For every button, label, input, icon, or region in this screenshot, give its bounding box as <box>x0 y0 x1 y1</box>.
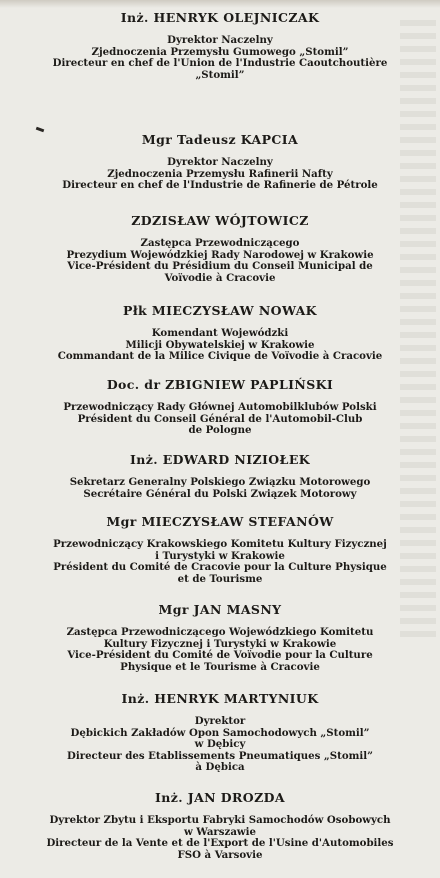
entry-niziolek <box>20 452 420 500</box>
entry-line: Dyrektor Naczelny <box>167 34 273 46</box>
entry-line: Commandant de la Milice Civique de Voïvodie à Cracovie <box>57 350 383 362</box>
entry-name: ZDZISŁAW WÓJTOWICZ <box>131 213 309 228</box>
entry-line: Dyrektor Zbytu i Eksportu Fabryki Samochodów Osobowych <box>49 814 391 826</box>
entry-name: Inż. HENRYK OLEJNICZAK <box>120 10 320 25</box>
entry-line: Sekretarz Generalny Polskiego Związku Motorowego <box>69 476 371 488</box>
entry-line: de Pologne <box>188 424 252 436</box>
entry-name: Inż. EDWARD NIZIOŁEK <box>129 452 311 467</box>
entry-line: Secrétaire Général du Polski Związek Motorowy <box>83 487 357 500</box>
entry-line: Physique et le Tourisme à Cracovie <box>120 660 320 673</box>
entry-line: Vice-Président du Comité de Voïvodie pour la Culture <box>67 649 373 661</box>
entry-name: Inż. JAN DROZDA <box>155 790 285 805</box>
entry-line: i Turystyki w Krakowie <box>155 549 285 562</box>
entry-line: FSO à Varsovie <box>177 848 263 861</box>
entry-name: Inż. HENRYK MARTYNIUK <box>121 691 319 706</box>
entry-wojtowicz <box>20 213 420 284</box>
entry-line: Vice-Président du Présidium du Conseil Municipal de <box>67 260 373 272</box>
entry-line: w Warszawie <box>183 825 257 838</box>
page-top-edge <box>0 0 440 8</box>
entry-line: Milicji Obywatelskiej w Krakowie <box>125 338 315 351</box>
entry-line: Directeur en chef de l'Industrie de Rafinerie de Pétrole <box>62 179 378 191</box>
entry-kapcia <box>20 132 420 192</box>
entry-line: à Dębica <box>195 761 245 773</box>
entry-line: Directeur en chef de l'Union de l'Industrie Caoutchoutière <box>52 57 388 69</box>
entry-line: Président du Conseil Général de l'Automobil-Club <box>77 412 363 425</box>
entry-name: Mgr MIECZYSŁAW STEFANÓW <box>106 514 334 529</box>
entry-line: Voïvodie à Cracovie <box>164 271 276 284</box>
entry-line: Zjednoczenia Przemysłu Rafinerii Nafty <box>107 167 333 180</box>
entry-line: Komendant Wojewódzki <box>151 327 289 339</box>
entry-nowak <box>20 303 420 363</box>
entry-masny <box>20 602 420 673</box>
entry-line: Dębickich Zakładów Opon Samochodowych „Stomil” <box>70 726 370 739</box>
entry-line: Zastępca Przewodniczącego Wojewódzkiego Komitetu <box>66 626 374 638</box>
entry-name: Płk MIECZYSŁAW NOWAK <box>123 303 317 318</box>
entry-martyniuk <box>20 691 420 774</box>
entry-stefanow <box>20 514 420 585</box>
entry-line: Président du Comité de Cracovie pour la Culture Physique <box>53 561 387 573</box>
entry-line: Zastępca Przewodniczącego <box>140 237 300 249</box>
entry-line: Przewodniczący Rady Głównej Automobilklubów Polski <box>63 401 377 413</box>
entry-line: Kultury Fizycznej i Turystyki w Krakowie <box>103 637 337 650</box>
entry-line: Dyrektor <box>194 715 246 727</box>
entry-line: Prezydium Wojewódzkiej Rady Narodowej w Krakowie <box>66 248 374 261</box>
entry-name: Mgr Tadeusz KAPCIA <box>141 132 299 147</box>
entry-name: Doc. dr ZBIGNIEW PAPLIŃSKI <box>106 377 334 392</box>
entry-name: Mgr JAN MASNY <box>158 602 282 617</box>
entry-line: „Stomil” <box>195 68 245 81</box>
entry-line: Directeur des Etablissements Pneumatiques „Stomil” <box>67 749 373 762</box>
entry-drozda <box>20 790 420 861</box>
entry-line: Directeur de la Vente et de l'Export de l'Usine d'Automobiles <box>46 837 394 849</box>
entry-olejniczak <box>20 10 420 81</box>
entry-line: Dyrektor Naczelny <box>167 156 273 168</box>
entry-line: et de Tourisme <box>177 572 263 585</box>
entry-line: Zjednoczenia Przemysłu Gumowego „Stomil” <box>91 45 349 58</box>
entry-paplinski <box>20 377 420 437</box>
entry-line: Przewodniczący Krakowskiego Komitetu Kultury Fizycznej <box>53 538 387 550</box>
entry-line: w Dębicy <box>194 738 246 750</box>
